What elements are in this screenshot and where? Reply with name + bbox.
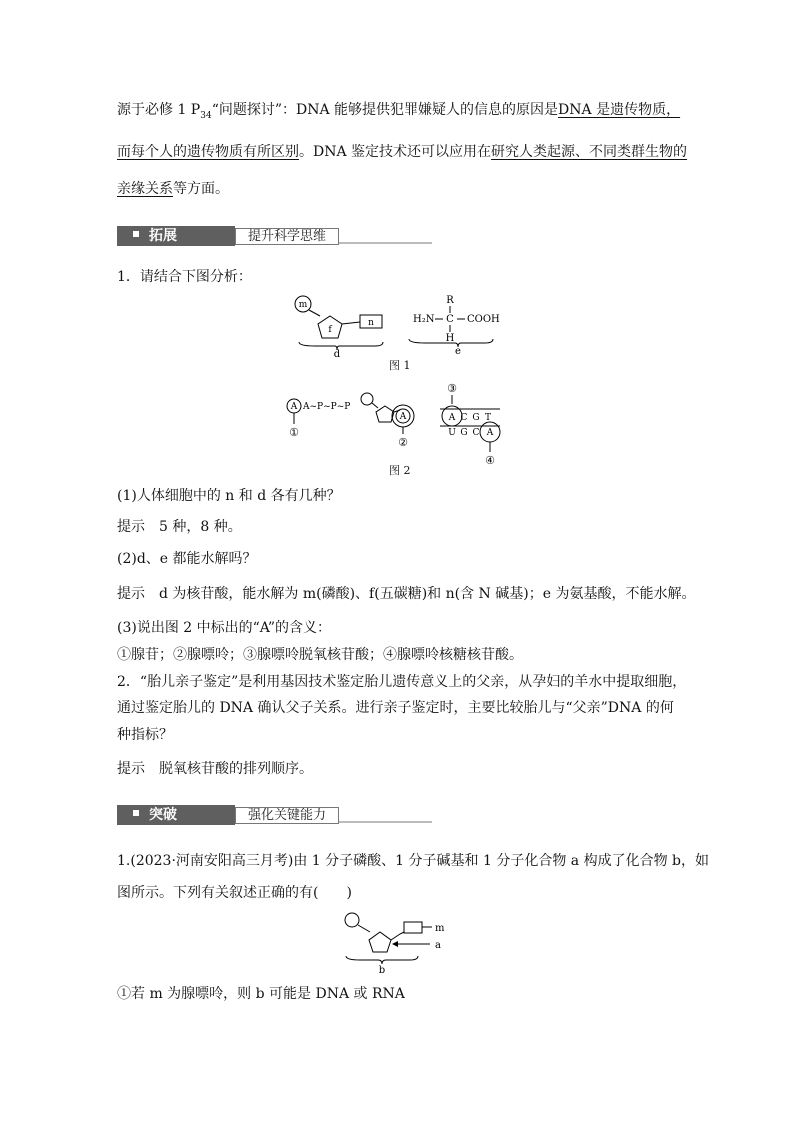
- fig2-top-base-2: C: [460, 413, 468, 423]
- q1-answer-2: 提示 d 为核苷酸，能水解为 m(磷酸)、f(五碳糖)和 n(含 N 碱基)；e 为氨基酸，不能水解。: [117, 586, 696, 602]
- q1-answer-1: 提示 5 种，8 种。: [117, 519, 242, 535]
- fig2-circled-2: ②: [398, 436, 408, 449]
- q1-sub-3: (3)说出图 2 中标出的“A”的含义：: [117, 620, 332, 636]
- fig2-bottom-base-1: U: [448, 428, 456, 438]
- fig2-bottom-base-2: G: [460, 428, 468, 438]
- q2-line-3: 种指标？: [117, 727, 173, 743]
- intro-line-1: 源于必修 1 $P_{34}“$问题探讨”：DNA 能够提供犯罪嫌疑人的信息的原因是DNA 是遗传物质，: [117, 102, 681, 121]
- fig2-A-1: A: [290, 402, 298, 412]
- fig2-A-2: A: [399, 412, 407, 422]
- q1-sub-1: (1)人体细胞中的 n 和 d 各有几种？: [117, 488, 341, 504]
- q2-line-2: 通过鉴定胎儿的 DNA 确认父子关系。进行亲子鉴定时，主要比较胎儿与“父亲”DNA 的何: [117, 700, 674, 716]
- fig2-top-base-1: A: [448, 413, 456, 423]
- p1-fig-label-m: m: [435, 923, 445, 934]
- intro-line-3: 亲缘关系等方面。: [117, 181, 229, 197]
- p1-fig-label-a: a: [435, 940, 441, 951]
- p1-line-2: 图所示。下列有关叙述正确的有( ): [117, 885, 352, 901]
- fig2-circled-4: ④: [485, 454, 495, 467]
- q1-sub-2: (2)d、e 都能水解吗？: [117, 551, 257, 567]
- q2-answer: 提示 脱氧核苷酸的排列顺序。: [117, 761, 313, 777]
- square-bullet-icon: [133, 231, 139, 237]
- fig1-label-n: n: [368, 318, 374, 328]
- fig1-label-d: d: [333, 349, 341, 360]
- p1-option-1: ①若 m 为腺嘌呤，则 b 可能是 DNA 或 RNA: [117, 986, 405, 1002]
- fig2-circled-3: ③: [447, 382, 457, 395]
- fig2-circled-1: ①: [289, 426, 299, 439]
- fig1-label-f: f: [328, 325, 332, 335]
- square-bullet-icon: [133, 810, 139, 816]
- fig2-bottom-base-3: C: [472, 428, 480, 438]
- fig2-top-base-3: G: [472, 413, 480, 423]
- p1-fig-label-b: b: [378, 965, 386, 976]
- fig2-bottom-base-4: A: [486, 428, 494, 438]
- fig1-label-m: m: [298, 300, 308, 310]
- fig1-label-R: R: [446, 295, 454, 306]
- fig2-top-base-4: T: [484, 413, 492, 423]
- intro-line-2: 而每个人的遗传物质有所区别。DNA 鉴定技术还可以应用在研究人类起源、不同类群生物的: [117, 144, 688, 160]
- fig2-atp-chain: A~P~P~P: [303, 402, 351, 412]
- q1-answer-3: ①腺苷；②腺嘌呤；③腺嘌呤脱氧核苷酸；④腺嘌呤核糖核苷酸。: [117, 647, 523, 663]
- fig1-label-H2N: H₂N: [413, 314, 435, 325]
- section-subtitle: 强化关键能力: [235, 807, 339, 824]
- figure-2-caption: 图 2: [389, 464, 411, 477]
- section-header-extend: 拓展 提升科学思维: [117, 226, 432, 246]
- figure-1-caption: 图 1: [389, 359, 411, 372]
- fig1-label-C: C: [446, 314, 454, 325]
- p1-figure: [340, 908, 460, 976]
- fig1-label-e: e: [455, 346, 461, 357]
- figure-2: [280, 380, 520, 470]
- q2-line-1: 2．“胎儿亲子鉴定”是利用基因技术鉴定胎儿遗传意义上的父亲，从孕妇的羊水中提取细胞，: [117, 674, 687, 690]
- fig1-label-COOH: COOH: [467, 314, 500, 325]
- fig1-label-H: H: [445, 333, 455, 344]
- q1-stem: 1．请结合下图分析：: [117, 269, 252, 285]
- section-header-breakthrough: 突破 强化关键能力: [117, 805, 432, 825]
- p1-line-1: 1.(2023·河南安阳高三月考)由 1 分子磷酸、1 分子碱基和 1 分子化合物 a 构成了化合物 b，如: [117, 853, 709, 869]
- section-subtitle: 提升科学思维: [235, 228, 339, 245]
